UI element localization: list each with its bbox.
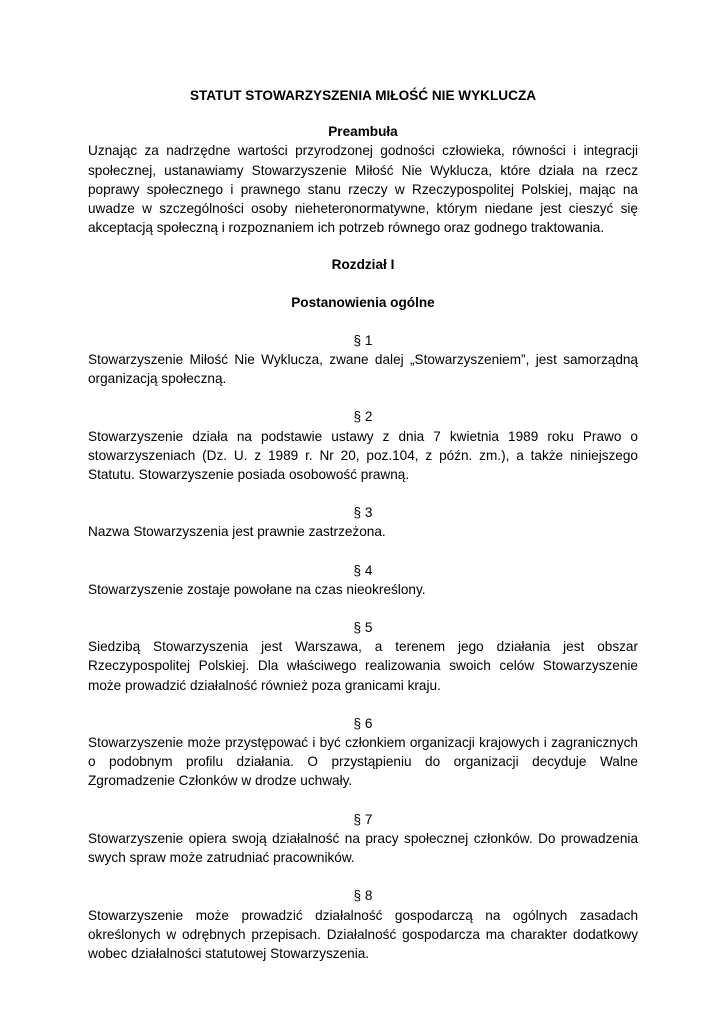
chapter-title: Postanowienia ogólne bbox=[291, 294, 435, 310]
section-text: Stowarzyszenie opiera swoją działalność na pracy społecznej członków. Do prowadzenia swych spraw może zatrudniać pracowników. bbox=[88, 830, 638, 866]
section-sign: § 8 bbox=[353, 888, 373, 904]
section-sign: § 4 bbox=[353, 562, 373, 578]
section-sign: § 1 bbox=[353, 332, 373, 348]
section-text: Stowarzyszenie Miłość Nie Wyklucza, zwane dalej „Stowarzyszeniem”, jest samorządną organizacją społeczną. bbox=[88, 352, 638, 387]
section-sign: § 7 bbox=[353, 811, 373, 827]
section-sign: § 2 bbox=[353, 409, 373, 425]
section-text: Stowarzyszenie zostaje powołane na czas nieokreślony. bbox=[88, 581, 426, 597]
section-text: Stowarzyszenie działa na podstawie ustawy z dnia 7 kwietnia 1989 roku Prawo o stowarzyszeniach (Dz. U. z 1989 r. Nr 20, poz.104, z późn. zm.), a także niniejszego Statutu. Stowarzyszenie posiada osobowość prawną. bbox=[88, 428, 638, 483]
section-sign: § 6 bbox=[353, 715, 373, 731]
section-text: Nazwa Stowarzyszenia jest prawnie zastrzeżona. bbox=[88, 524, 386, 540]
document-page bbox=[88, 86, 638, 963]
section-6 bbox=[88, 714, 638, 791]
section-text: Siedzibą Stowarzyszenia jest Warszawa, a terenem jego działania jest obszar Rzeczypospolitej Polskiej. Dla właściwego realizowania swoich celów Stowarzyszenie może prowadzić działalność również poza granicami kraju. bbox=[88, 639, 638, 693]
section-sign: § 5 bbox=[353, 620, 373, 636]
section-text: Stowarzyszenie może przystępować i być członkiem organizacji krajowych i zagranicznych o podobnym profilu działania. O przystąpieniu do organizacji decyduje Walne Zgromadzenie Członków w drodze uchwały. bbox=[88, 735, 638, 789]
document-title: STATUT STOWARZYSZENIA MIŁOŚĆ NIE WYKLUCZA bbox=[189, 88, 537, 103]
preamble-text: Uznając za nadrzędne wartości przyrodzonej godności człowieka, równości i integracji społecznej, ustanawiamy Stowarzyszenie Miłość Nie Wyklucza, które działa na rzecz poprawy społecznego i prawnego stanu rzeczy w Rzeczypospolitej Polskiej, mając na uwadze w szczególności osoby nieheteronormatywne, którym niedane jest cieszyć się akceptacją społeczną i rozpoznaniem ich potrzeb równego oraz godnego traktowania. bbox=[88, 143, 638, 236]
section-4 bbox=[88, 561, 638, 599]
section-8 bbox=[88, 886, 638, 963]
section-sign: § 3 bbox=[353, 505, 373, 521]
preamble bbox=[88, 122, 638, 237]
section-7 bbox=[88, 810, 638, 868]
section-1 bbox=[88, 331, 638, 389]
chapter-number: Rozdział I bbox=[331, 257, 395, 273]
preamble-heading: Preambuła bbox=[328, 124, 398, 140]
section-3 bbox=[88, 503, 638, 541]
section-2 bbox=[88, 407, 638, 484]
section-5 bbox=[88, 618, 638, 695]
section-text: Stowarzyszenie może prowadzić działalność gospodarczą na ogólnych zasadach określonych w odrębnych przepisach. Działalność gospodarcza ma charakter dodatkowy wobec działalności statutowej Stowarzyszenia. bbox=[88, 907, 638, 961]
